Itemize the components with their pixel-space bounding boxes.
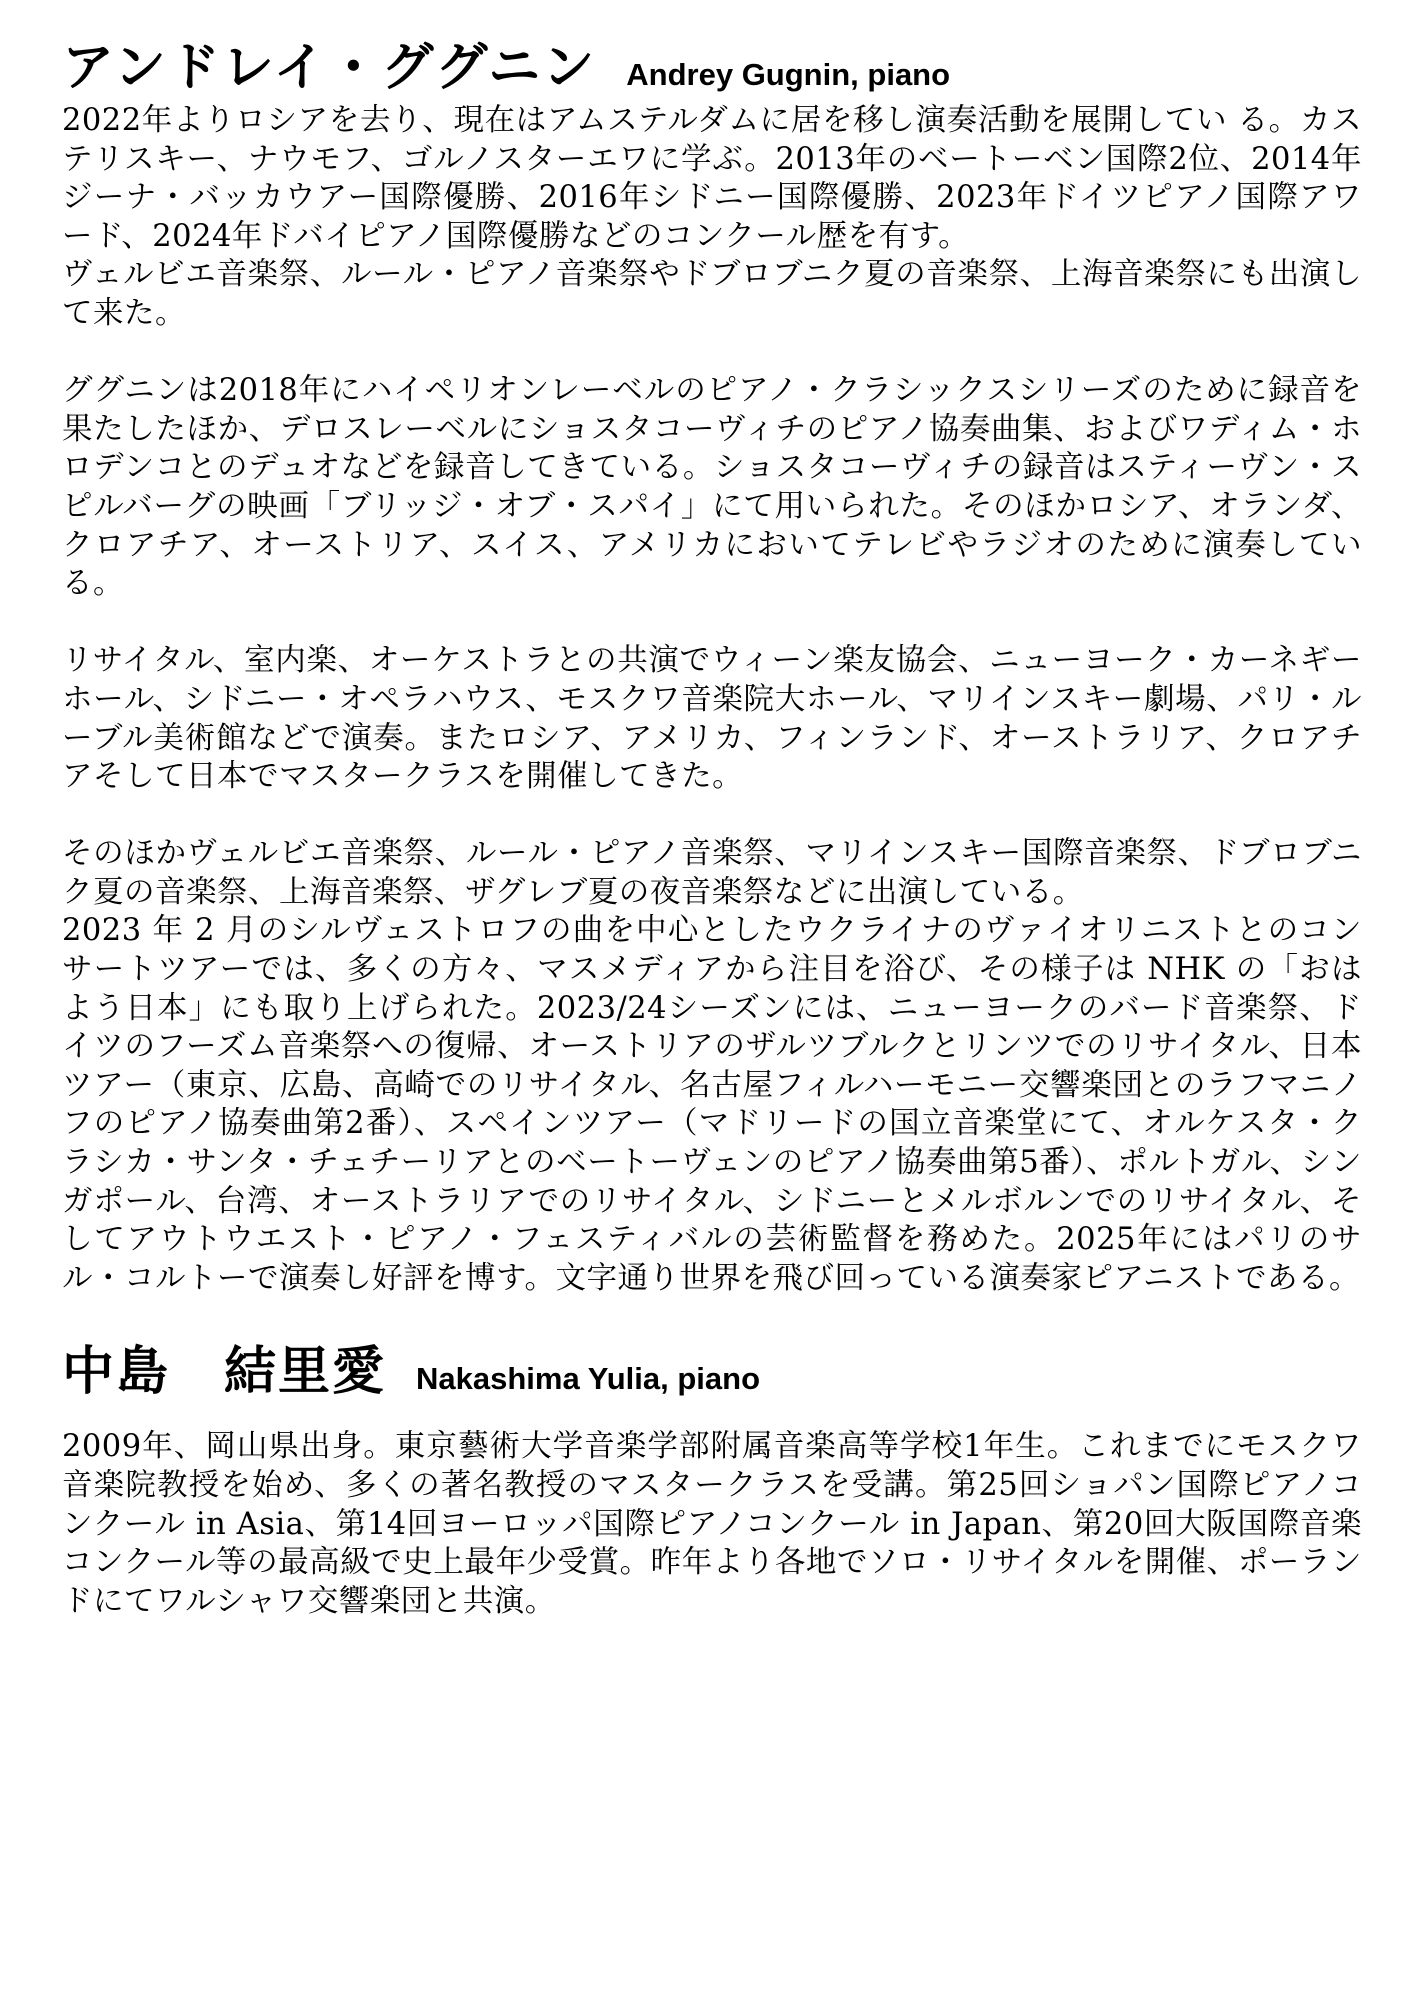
artist-section-nakashima (62, 1338, 1362, 1621)
bio-paragraph: ヴェルビエ音楽祭、ルール・ピアノ音楽祭やドブロブニク夏の音楽祭、上海音楽祭にも出演して来た。 (62, 257, 1362, 331)
artist-name-japanese: アンドレイ・ググニン (62, 38, 597, 98)
bio-paragraph: ググニンは2018年にハイペリオンレーベルのピアノ・クラシックスシリーズのために録音を果たしたほか、デロスレーベルにショスタコーヴィチのピアノ協奏曲集、およびワディム・ホロデンコとのデュオなどを録音してきている。ショスタコーヴィチの録音はスティーヴン・スピルバーグの映画「ブリッジ・オブ・スパイ」にて用いられた。そのほかロシア、オランダ、クロアチア、オーストリア、スイス、アメリカにおいてテレビやラジオのために演奏している。 (62, 373, 1362, 602)
artist-name-english: Andrey Gugnin, piano (626, 57, 951, 92)
artist-heading (62, 34, 1362, 102)
artist-name-english: Nakashima Yulia, piano (416, 1361, 761, 1397)
bio-paragraph: 2009年、岡山県出身。東京藝術大学音楽学部附属音楽高等学校1年生。これまでにモスクワ音楽院教授を始め、多くの著名教授のマスタークラスを受講。第25回ショパン国際ピアノコンクール in Asia、第14回ヨーロッパ国際ピアノコンクール in Japan、第20回大阪国際音楽コンクール等の最高級で史上最年少受賞。昨年より各地でソロ・リサイタルを開催、ポーランドにてワルシャワ交響楽団と共演。 (62, 1429, 1362, 1619)
bio-paragraph: 2023 年 2 月のシルヴェストロフの曲を中心としたウクライナのヴァイオリニストとのコンサートツアーでは、多くの方々、マスメディアから注目を浴び、その様子は NHK の「おはよう日本」にも取り上げられた。2023/24シーズンには、ニューヨークのバード音楽祭、ドイツのフーズム音楽祭への復帰、オーストリアのザルツブルクとリンツでのリサイタル、日本ツアー（東京、広島、高崎でのリサイタル、名古屋フィルハーモニー交響楽団とのラフマニノフのピアノ協奏曲第2番）、スペインツアー（マドリードの国立音楽堂にて、オルケスタ・クラシカ・サンタ・チェチーリアとのベートーヴェンのピアノ協奏曲第5番）、ポルトガル、シンガポール、台湾、オーストラリアでのリサイタル、シドニーとメルボルンでのリサイタル、そしてアウトウエスト・ピアノ・フェスティバルの芸術監督を務めた。2025年にはパリのサル・コルトーで演奏し好評を博す。文字通り世界を飛び回っている演奏家ピアニストである。 (62, 913, 1362, 1296)
artist-biography (62, 102, 1362, 1298)
artist-section-gugnin (62, 34, 1362, 1298)
artist-name-japanese: 中島 結里愛 (62, 1342, 387, 1403)
artist-heading (62, 1338, 1362, 1406)
bio-paragraph: そのほかヴェルビエ音楽祭、ルール・ピアノ音楽祭、マリインスキー国際音楽祭、ドブロブニク夏の音楽祭、上海音楽祭、ザグレブ夏の夜音楽祭などに出演している。 (62, 836, 1362, 910)
bio-paragraph: リサイタル、室内楽、オーケストラとの共演でウィーン楽友協会、ニューヨーク・カーネギーホール、シドニー・オペラハウス、モスクワ音楽院大ホール、マリインスキー劇場、パリ・ルーブル美術館などで演奏。またロシア、アメリカ、フィンランド、オーストラリア、クロアチアそして日本でマスタークラスを開催してきた。 (62, 643, 1362, 795)
bio-paragraph: 2022年よりロシアを去り、現在はアムステルダムに居を移し演奏活動を展開してい る。カステリスキー、ナウモフ、ゴルノスターエワに学ぶ。2013年のベートーベン国際2位、2014年ジーナ・バッカウアー国際優勝、2016年シドニー国際優勝、2023年ドイツピアノ国際アワード、2024年ドバイピアノ国際優勝などのコンクール歴を有す。 (62, 103, 1362, 254)
artist-biography (62, 1428, 1362, 1621)
document-page (62, 34, 1362, 1621)
